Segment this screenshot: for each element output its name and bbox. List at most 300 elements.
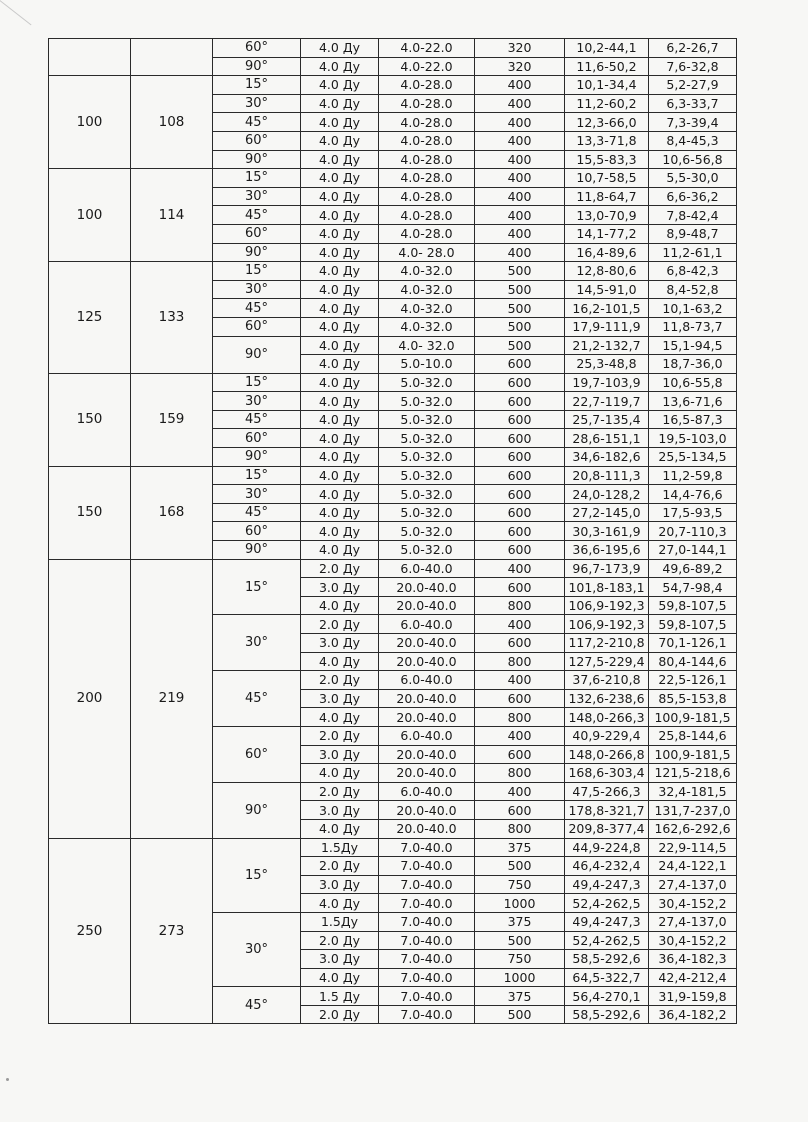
mass-range-alt-cell: 36,4-182,3 [649,950,737,969]
wall-thickness-cell: 4.0-32.0 [379,280,475,299]
mass-range-alt-cell: 11,2-59,8 [649,466,737,485]
bend-angle-cell: 30° [213,615,301,671]
mass-range-cell: 27,2-145,0 [565,503,649,522]
length-cell: 800 [475,596,565,615]
bend-radius-cell: 4.0 Ду [301,150,379,169]
wall-thickness-cell: 6.0-40.0 [379,671,475,690]
bend-angle-cell: 90° [213,150,301,169]
length-cell: 500 [475,317,565,336]
bend-angle-cell: 45° [213,113,301,132]
wall-thickness-cell: 4.0-22.0 [379,57,475,76]
bend-angle-cell: 90° [213,782,301,838]
outer-diameter-cell: 108 [131,76,213,169]
mass-range-cell: 11,6-50,2 [565,57,649,76]
mass-range-cell: 22,7-119,7 [565,392,649,411]
length-cell: 400 [475,206,565,225]
mass-range-cell: 209,8-377,4 [565,819,649,838]
mass-range-alt-cell: 131,7-237,0 [649,801,737,820]
mass-range-alt-cell: 121,5-218,6 [649,764,737,783]
mass-range-alt-cell: 20,7-110,3 [649,522,737,541]
mass-range-alt-cell: 10,6-56,8 [649,150,737,169]
bend-radius-cell: 4.0 Ду [301,466,379,485]
mass-range-cell: 64,5-322,7 [565,968,649,987]
bend-radius-cell: 4.0 Ду [301,373,379,392]
wall-thickness-cell: 7.0-40.0 [379,1005,475,1024]
mass-range-alt-cell: 18,7-36,0 [649,355,737,374]
bend-angle-cell: 60° [213,726,301,782]
wall-thickness-cell: 4.0-28.0 [379,150,475,169]
table-row [49,39,737,58]
mass-range-alt-cell: 54,7-98,4 [649,578,737,597]
bend-radius-cell: 4.0 Ду [301,206,379,225]
wall-thickness-cell: 4.0-28.0 [379,113,475,132]
length-cell: 400 [475,671,565,690]
mass-range-alt-cell: 5,5-30,0 [649,169,737,188]
mass-range-cell: 58,5-292,6 [565,950,649,969]
mass-range-cell: 117,2-210,8 [565,634,649,653]
length-cell: 600 [475,801,565,820]
mass-range-cell: 47,5-266,3 [565,782,649,801]
bend-radius-cell: 2.0 Ду [301,782,379,801]
bend-angle-cell: 15° [213,838,301,912]
bend-radius-cell: 2.0 Ду [301,559,379,578]
mass-range-cell: 148,0-266,3 [565,708,649,727]
bend-radius-cell: 4.0 Ду [301,262,379,281]
length-cell: 400 [475,169,565,188]
bend-radius-cell: 3.0 Ду [301,950,379,969]
wall-thickness-cell: 7.0-40.0 [379,912,475,931]
mass-range-cell: 34,6-182,6 [565,448,649,467]
specification-table [48,38,737,1024]
wall-thickness-cell: 4.0-28.0 [379,76,475,95]
bend-radius-cell: 4.0 Ду [301,317,379,336]
bend-angle-cell: 30° [213,912,301,986]
mass-range-cell: 15,5-83,3 [565,150,649,169]
mass-range-alt-cell: 10,6-55,8 [649,373,737,392]
wall-thickness-cell: 4.0- 32.0 [379,336,475,355]
wall-thickness-cell: 7.0-40.0 [379,987,475,1006]
mass-range-alt-cell: 6,8-42,3 [649,262,737,281]
mass-range-cell: 28,6-151,1 [565,429,649,448]
length-cell: 400 [475,559,565,578]
bend-radius-cell: 4.0 Ду [301,355,379,374]
mass-range-cell: 19,7-103,9 [565,373,649,392]
length-cell: 400 [475,782,565,801]
mass-range-alt-cell: 31,9-159,8 [649,987,737,1006]
wall-thickness-cell: 7.0-40.0 [379,931,475,950]
bend-angle-cell: 90° [213,57,301,76]
length-cell: 800 [475,652,565,671]
mass-range-cell: 30,3-161,9 [565,522,649,541]
bend-radius-cell: 4.0 Ду [301,708,379,727]
bend-angle-cell: 15° [213,559,301,615]
mass-range-alt-cell: 7,6-32,8 [649,57,737,76]
bend-radius-cell: 3.0 Ду [301,578,379,597]
wall-thickness-cell: 7.0-40.0 [379,950,475,969]
bend-radius-cell: 1.5Ду [301,838,379,857]
length-cell: 375 [475,987,565,1006]
mass-range-alt-cell: 16,5-87,3 [649,410,737,429]
bend-radius-cell: 4.0 Ду [301,968,379,987]
mass-range-alt-cell: 30,4-152,2 [649,931,737,950]
wall-thickness-cell: 4.0-28.0 [379,169,475,188]
bend-radius-cell: 4.0 Ду [301,652,379,671]
wall-thickness-cell: 5.0-32.0 [379,522,475,541]
length-cell: 400 [475,131,565,150]
length-cell: 600 [475,541,565,560]
mass-range-alt-cell: 42,4-212,4 [649,968,737,987]
mass-range-cell: 10,1-34,4 [565,76,649,95]
bend-radius-cell: 2.0 Ду [301,1005,379,1024]
mass-range-cell: 11,2-60,2 [565,94,649,113]
bend-radius-cell: 4.0 Ду [301,336,379,355]
mass-range-cell: 44,9-224,8 [565,838,649,857]
mass-range-cell: 46,4-232,4 [565,857,649,876]
wall-thickness-cell: 5.0-32.0 [379,466,475,485]
mass-range-alt-cell: 19,5-103,0 [649,429,737,448]
length-cell: 1000 [475,968,565,987]
bend-radius-cell: 4.0 Ду [301,299,379,318]
mass-range-alt-cell: 59,8-107,5 [649,615,737,634]
bend-radius-cell: 4.0 Ду [301,39,379,58]
mass-range-cell: 12,8-80,6 [565,262,649,281]
length-cell: 375 [475,838,565,857]
length-cell: 800 [475,819,565,838]
mass-range-alt-cell: 8,4-45,3 [649,131,737,150]
wall-thickness-cell: 20.0-40.0 [379,708,475,727]
wall-thickness-cell: 7.0-40.0 [379,875,475,894]
nominal-diameter-cell: 100 [49,76,131,169]
bend-radius-cell: 4.0 Ду [301,187,379,206]
bend-angle-cell: 90° [213,336,301,373]
wall-thickness-cell: 5.0-10.0 [379,355,475,374]
bend-radius-cell: 4.0 Ду [301,57,379,76]
bend-angle-cell: 30° [213,187,301,206]
wall-thickness-cell: 6.0-40.0 [379,782,475,801]
length-cell: 500 [475,299,565,318]
bend-radius-cell: 1.5 Ду [301,987,379,1006]
mass-range-cell: 168,6-303,4 [565,764,649,783]
mass-range-alt-cell: 162,6-292,6 [649,819,737,838]
wall-thickness-cell: 6.0-40.0 [379,559,475,578]
bend-radius-cell: 4.0 Ду [301,243,379,262]
mass-range-cell: 106,9-192,3 [565,596,649,615]
scan-artifact-dot [6,1078,9,1081]
wall-thickness-cell: 4.0-28.0 [379,224,475,243]
mass-range-cell: 20,8-111,3 [565,466,649,485]
bend-angle-cell: 45° [213,671,301,727]
bend-radius-cell: 4.0 Ду [301,280,379,299]
mass-range-cell: 96,7-173,9 [565,559,649,578]
wall-thickness-cell: 20.0-40.0 [379,634,475,653]
length-cell: 800 [475,708,565,727]
mass-range-alt-cell: 27,4-137,0 [649,875,737,894]
mass-range-alt-cell: 10,1-63,2 [649,299,737,318]
length-cell: 400 [475,187,565,206]
mass-range-alt-cell: 85,5-153,8 [649,689,737,708]
mass-range-alt-cell: 7,3-39,4 [649,113,737,132]
bend-angle-cell: 30° [213,392,301,411]
nominal-diameter-cell [49,39,131,76]
mass-range-cell: 49,4-247,3 [565,875,649,894]
table-row [49,466,737,485]
mass-range-alt-cell: 24,4-122,1 [649,857,737,876]
bend-radius-cell: 4.0 Ду [301,819,379,838]
wall-thickness-cell: 5.0-32.0 [379,373,475,392]
bend-radius-cell: 3.0 Ду [301,875,379,894]
bend-radius-cell: 4.0 Ду [301,410,379,429]
mass-range-cell: 36,6-195,6 [565,541,649,560]
mass-range-alt-cell: 15,1-94,5 [649,336,737,355]
bend-radius-cell: 4.0 Ду [301,94,379,113]
bend-radius-cell: 4.0 Ду [301,764,379,783]
bend-radius-cell: 4.0 Ду [301,596,379,615]
length-cell: 600 [475,578,565,597]
length-cell: 500 [475,280,565,299]
length-cell: 400 [475,150,565,169]
wall-thickness-cell: 20.0-40.0 [379,764,475,783]
outer-diameter-cell: 159 [131,373,213,466]
bend-radius-cell: 4.0 Ду [301,541,379,560]
wall-thickness-cell: 5.0-32.0 [379,392,475,411]
length-cell: 600 [475,503,565,522]
wall-thickness-cell: 5.0-32.0 [379,410,475,429]
table-row [49,559,737,578]
mass-range-cell: 10,7-58,5 [565,169,649,188]
outer-diameter-cell [131,39,213,76]
length-cell: 400 [475,76,565,95]
bend-radius-cell: 4.0 Ду [301,224,379,243]
wall-thickness-cell: 20.0-40.0 [379,596,475,615]
length-cell: 500 [475,262,565,281]
specification-table-body [49,39,737,1024]
wall-thickness-cell: 4.0-22.0 [379,39,475,58]
bend-radius-cell: 2.0 Ду [301,857,379,876]
length-cell: 600 [475,448,565,467]
nominal-diameter-cell: 100 [49,169,131,262]
bend-radius-cell: 4.0 Ду [301,448,379,467]
length-cell: 750 [475,950,565,969]
bend-radius-cell: 4.0 Ду [301,485,379,504]
bend-angle-cell: 60° [213,224,301,243]
mass-range-alt-cell: 5,2-27,9 [649,76,737,95]
length-cell: 1000 [475,894,565,913]
bend-radius-cell: 4.0 Ду [301,169,379,188]
bend-radius-cell: 4.0 Ду [301,522,379,541]
bend-radius-cell: 4.0 Ду [301,894,379,913]
wall-thickness-cell: 7.0-40.0 [379,968,475,987]
mass-range-alt-cell: 59,8-107,5 [649,596,737,615]
table-row [49,838,737,857]
bend-radius-cell: 2.0 Ду [301,671,379,690]
bend-angle-cell: 45° [213,410,301,429]
bend-angle-cell: 60° [213,131,301,150]
mass-range-alt-cell: 27,0-144,1 [649,541,737,560]
bend-radius-cell: 3.0 Ду [301,634,379,653]
wall-thickness-cell: 5.0-32.0 [379,485,475,504]
mass-range-alt-cell: 22,5-126,1 [649,671,737,690]
mass-range-cell: 58,5-292,6 [565,1005,649,1024]
length-cell: 800 [475,764,565,783]
mass-range-cell: 132,6-238,6 [565,689,649,708]
table-row [49,76,737,95]
mass-range-cell: 37,6-210,8 [565,671,649,690]
wall-thickness-cell: 7.0-40.0 [379,857,475,876]
mass-range-alt-cell: 8,4-52,8 [649,280,737,299]
wall-thickness-cell: 7.0-40.0 [379,894,475,913]
bend-radius-cell: 3.0 Ду [301,745,379,764]
bend-angle-cell: 90° [213,541,301,560]
length-cell: 500 [475,1005,565,1024]
wall-thickness-cell: 5.0-32.0 [379,429,475,448]
bend-angle-cell: 15° [213,466,301,485]
mass-range-cell: 11,8-64,7 [565,187,649,206]
bend-angle-cell: 30° [213,280,301,299]
wall-thickness-cell: 7.0-40.0 [379,838,475,857]
bend-angle-cell: 30° [213,94,301,113]
bend-angle-cell: 15° [213,262,301,281]
length-cell: 400 [475,113,565,132]
nominal-diameter-cell: 150 [49,373,131,466]
mass-range-cell: 17,9-111,9 [565,317,649,336]
length-cell: 375 [475,912,565,931]
length-cell: 400 [475,94,565,113]
wall-thickness-cell: 4.0-32.0 [379,262,475,281]
length-cell: 320 [475,39,565,58]
wall-thickness-cell: 4.0-28.0 [379,187,475,206]
mass-range-alt-cell: 25,8-144,6 [649,726,737,745]
length-cell: 600 [475,392,565,411]
bend-radius-cell: 4.0 Ду [301,429,379,448]
nominal-diameter-cell: 150 [49,466,131,559]
outer-diameter-cell: 133 [131,262,213,374]
mass-range-alt-cell: 11,8-73,7 [649,317,737,336]
outer-diameter-cell: 273 [131,838,213,1024]
mass-range-cell: 101,8-183,1 [565,578,649,597]
wall-thickness-cell: 4.0-28.0 [379,94,475,113]
mass-range-alt-cell: 30,4-152,2 [649,894,737,913]
bend-angle-cell: 90° [213,448,301,467]
length-cell: 600 [475,634,565,653]
mass-range-alt-cell: 14,4-76,6 [649,485,737,504]
bend-radius-cell: 3.0 Ду [301,801,379,820]
bend-angle-cell: 15° [213,169,301,188]
mass-range-cell: 10,2-44,1 [565,39,649,58]
length-cell: 600 [475,485,565,504]
mass-range-cell: 127,5-229,4 [565,652,649,671]
wall-thickness-cell: 4.0-32.0 [379,317,475,336]
bend-angle-cell: 15° [213,373,301,392]
bend-radius-cell: 3.0 Ду [301,689,379,708]
mass-range-cell: 25,3-48,8 [565,355,649,374]
wall-thickness-cell: 20.0-40.0 [379,689,475,708]
bend-radius-cell: 4.0 Ду [301,392,379,411]
mass-range-alt-cell: 80,4-144,6 [649,652,737,671]
wall-thickness-cell: 6.0-40.0 [379,615,475,634]
bend-angle-cell: 60° [213,522,301,541]
bend-angle-cell: 60° [213,39,301,58]
length-cell: 400 [475,224,565,243]
length-cell: 600 [475,373,565,392]
mass-range-alt-cell: 6,6-36,2 [649,187,737,206]
wall-thickness-cell: 5.0-32.0 [379,503,475,522]
outer-diameter-cell: 114 [131,169,213,262]
nominal-diameter-cell: 200 [49,559,131,838]
wall-thickness-cell: 5.0-32.0 [379,541,475,560]
bend-angle-cell: 30° [213,485,301,504]
length-cell: 500 [475,857,565,876]
length-cell: 320 [475,57,565,76]
mass-range-cell: 52,4-262,5 [565,931,649,950]
wall-thickness-cell: 20.0-40.0 [379,578,475,597]
mass-range-alt-cell: 70,1-126,1 [649,634,737,653]
mass-range-cell: 21,2-132,7 [565,336,649,355]
mass-range-alt-cell: 25,5-134,5 [649,448,737,467]
bend-angle-cell: 90° [213,243,301,262]
wall-thickness-cell: 20.0-40.0 [379,819,475,838]
bend-angle-cell: 45° [213,503,301,522]
table-row [49,373,737,392]
wall-thickness-cell: 4.0-28.0 [379,206,475,225]
mass-range-alt-cell: 36,4-182,2 [649,1005,737,1024]
mass-range-alt-cell: 22,9-114,5 [649,838,737,857]
wall-thickness-cell: 6.0-40.0 [379,726,475,745]
mass-range-alt-cell: 27,4-137,0 [649,912,737,931]
mass-range-cell: 52,4-262,5 [565,894,649,913]
mass-range-alt-cell: 17,5-93,5 [649,503,737,522]
wall-thickness-cell: 20.0-40.0 [379,652,475,671]
bend-angle-cell: 45° [213,206,301,225]
mass-range-cell: 49,4-247,3 [565,912,649,931]
bend-angle-cell: 60° [213,317,301,336]
mass-range-alt-cell: 32,4-181,5 [649,782,737,801]
length-cell: 600 [475,466,565,485]
mass-range-alt-cell: 6,2-26,7 [649,39,737,58]
mass-range-alt-cell: 7,8-42,4 [649,206,737,225]
bend-angle-cell: 45° [213,299,301,318]
mass-range-cell: 148,0-266,8 [565,745,649,764]
mass-range-cell: 106,9-192,3 [565,615,649,634]
wall-thickness-cell: 4.0-28.0 [379,131,475,150]
length-cell: 500 [475,931,565,950]
length-cell: 600 [475,410,565,429]
scan-artifact-line [0,0,32,57]
wall-thickness-cell: 4.0- 28.0 [379,243,475,262]
length-cell: 600 [475,689,565,708]
outer-diameter-cell: 219 [131,559,213,838]
outer-diameter-cell: 168 [131,466,213,559]
mass-range-cell: 12,3-66,0 [565,113,649,132]
bend-radius-cell: 4.0 Ду [301,76,379,95]
wall-thickness-cell: 20.0-40.0 [379,801,475,820]
bend-radius-cell: 4.0 Ду [301,503,379,522]
mass-range-cell: 16,4-89,6 [565,243,649,262]
mass-range-alt-cell: 49,6-89,2 [649,559,737,578]
mass-range-cell: 178,8-321,7 [565,801,649,820]
mass-range-cell: 56,4-270,1 [565,987,649,1006]
mass-range-cell: 24,0-128,2 [565,485,649,504]
length-cell: 600 [475,745,565,764]
mass-range-cell: 13,3-71,8 [565,131,649,150]
length-cell: 750 [475,875,565,894]
table-row [49,262,737,281]
mass-range-alt-cell: 100,9-181,5 [649,708,737,727]
mass-range-alt-cell: 6,3-33,7 [649,94,737,113]
mass-range-alt-cell: 100,9-181,5 [649,745,737,764]
length-cell: 500 [475,336,565,355]
bend-radius-cell: 2.0 Ду [301,726,379,745]
mass-range-cell: 14,5-91,0 [565,280,649,299]
